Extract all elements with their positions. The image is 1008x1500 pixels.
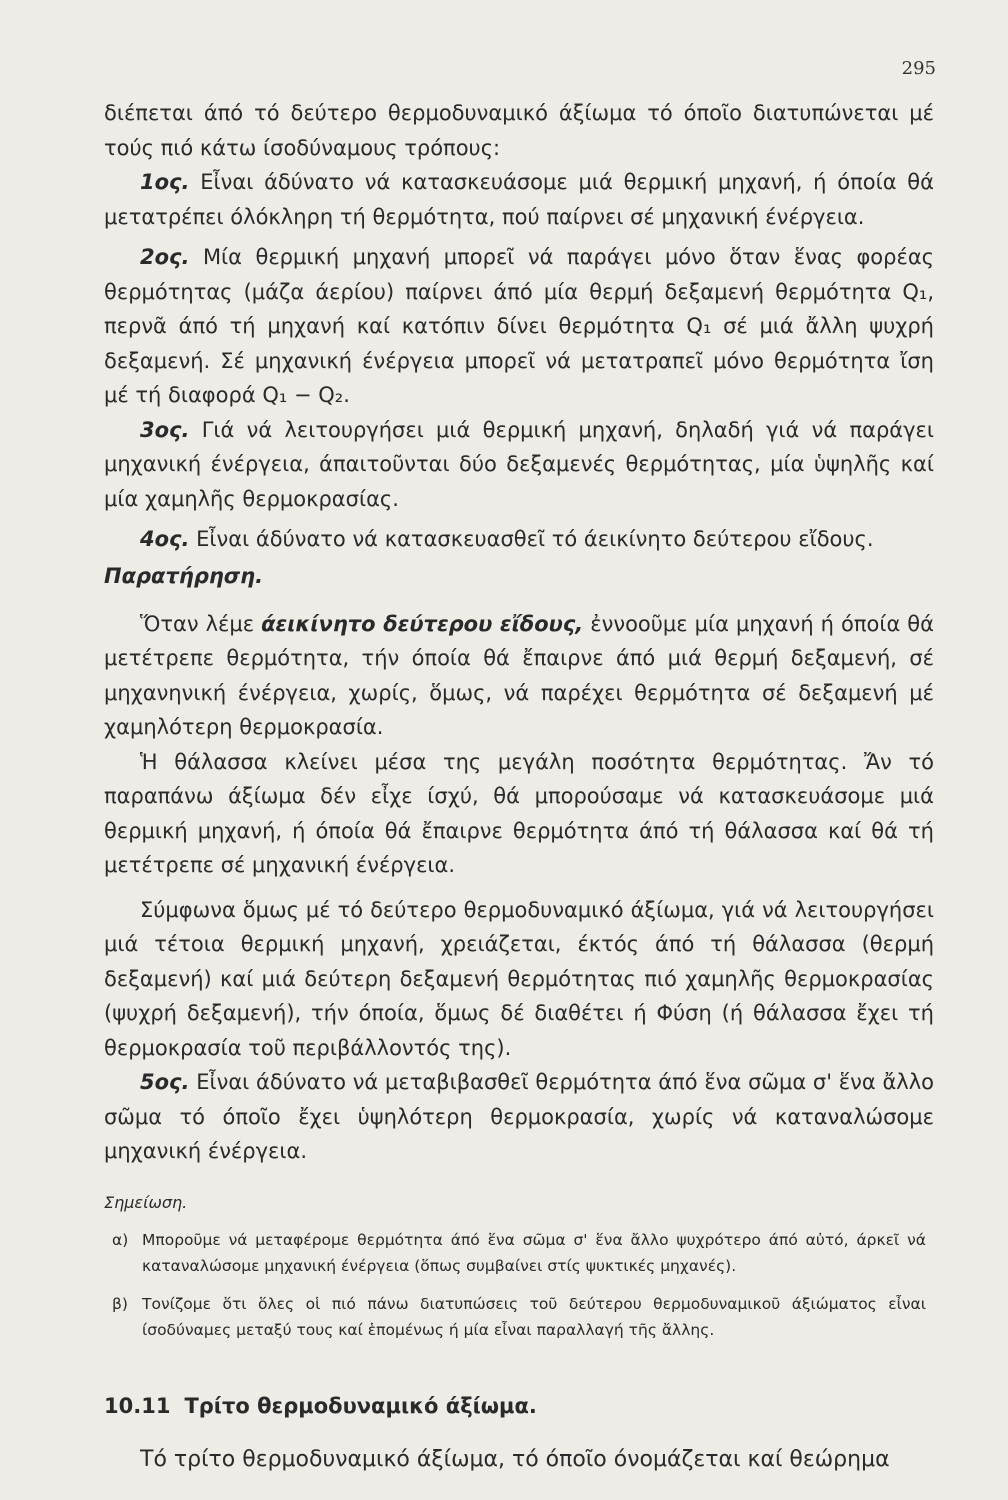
remark-p1-rest: ἐννοοῦμε μία μηχανή ή όποία θά μετέτρεπε θερμότητα, τήν όποία θά ἔπαιρνε άπό μιά θερμή δεξαμενή, σέ μηχανηνική ένέργεια, χωρίς, ὅμως, νά παρέχει θερμότητα σέ δεξαμενή μέ χαμηλότερη θερμοκρασία. [104,611,934,739]
note-item-a [104,1227,934,1279]
axiom-3-label: 3ος. [140,417,190,442]
section-number: 10.11 [104,1393,171,1418]
intro-paragraph: διέπεται άπό τό δεύτερο θερμοδυναμικό άξίωμα τό όποῖο διατυπώνεται μέ τούς πιό κάτω ίσοδύναμους τρόπους: [104,101,934,160]
axiom-4-label: 4ος. [140,527,190,551]
axiom-3-text: Γιά νά λειτουργήσει μιά θερμική μηχανή, δηλαδή γιά νά παράγει μηχανική ένέργεια, άπαιτοῦνται δύο δεξαμενές θερμότητας, μία ὑψηλῆς καί μία χαμηλῆς θερμοκρασίας. [104,417,934,511]
axiom-2-text: Μία θερμική μηχανή μπορεῖ νά παράγει μόνο ὅταν ἕνας φορέας θερμότητας (μάζα άερίου) παίρνει άπό μία θερμή δεξαμενή θερμότητα Q₁, περνᾶ άπό τή μηχανή καί κατόπιν δίνει θερμότητα Q₁ σέ μιά ἄλλη ψυχρή δεξαμενή. Σέ μηχανική ένέργεια μπορεῖ νά μετατραπεῖ μόνο θερμότητα ἴση μέ τή διαφορά Q₁ − Q₂. [104,245,934,407]
axiom-4 [104,522,934,557]
note-a-text: Μποροῦμε νά μεταφέρομε θερμότητα άπό ἕνα σῶμα σ' ἕνα ἄλλο ψυχρότερο άπό αὐτό, άρκεῖ νά καταναλώσομε μηχανική ένέργεια (ὅπως συμβαίνει στίς ψυκτικές μηχανές). [142,1230,926,1275]
note-a-marker: α) [112,1230,129,1249]
section-title: Τρίτο θερμοδυναμικό άξίωμα. [184,1393,537,1418]
section-heading [104,1389,934,1423]
axiom-5 [104,1065,934,1169]
axiom-2-label: 2ος. [140,245,190,269]
remark-paragraph-2: Ἡ θάλασσα κλείνει μέσα της μεγάλη ποσότητα θερμότητας. Ἄν τό παραπάνω άξίωμα δέν εἶχε ίσχύ, θά μπορούσαμε νά κατασκευάσομε μιά θερμική μηχανή, ή όποία θά ἔπαιρνε θερμότητα άπό τή θάλασσα καί θά τή μετέτρεπε σέ μηχανική ένέργεια. [104,749,934,877]
axiom-1-text: Εἶναι άδύνατο νά κατασκευάσομε μιά θερμική μηχανή, ή όποία θά μετατρέπει όλόκληρη τή θερμότητα, πού παίρνει σέ μηχανική ένέργεια. [104,170,934,229]
remark-p1-start: Ὅταν λέμε [140,611,262,636]
axiom-5-text: Εἶναι άδύνατο νά μεταβιβασθεῖ θερμότητα άπό ἕνα σῶμα σ' ἕνα ἄλλο σῶμα τό όποῖο ἔχει ὑψηλότερη θερμοκρασία, χωρίς νά καταναλώσομε μηχανική ένέργεια. [104,1070,934,1163]
axiom-1-label: 1ος. [140,170,190,194]
note-item-b [104,1291,934,1343]
remark-paragraph-3: Σύμφωνα ὅμως μέ τό δεύτερο θερμοδυναμικό άξίωμα, γιά νά λειτουργήσει μιά τέτοια θερμική μηχανή, χρειάζεται, έκτός άπό τή θάλασσα (θερμή δεξαμενή) καί μιά δεύτερη δεξαμενή θερμότητας πιό χαμηλῆς θερμοκρασίας (ψυχρή δεξαμενή), τήν όποία, ὅμως δέ διαθέτει ή Φύση (ή θάλασσα ἔχει τή θερμοκρασία τοῦ περιβάλλοντός της). [104,897,934,1060]
remark-paragraph-1 [104,607,934,745]
note-b-text: Τονίζομε ὅτι ὅλες οἱ πιό πάνω διατυπώσεις τοῦ δεύτερου θερμοδυναμικοῦ άξιώματος εἶναι ίσοδύναμες μεταξύ τους καί ἑπομένως ή μία εἶναι παραλλαγή τῆς ἄλλης. [142,1294,926,1339]
axiom-3 [104,413,934,517]
axiom-2 [104,240,934,413]
axiom-1 [104,165,934,234]
page-number: 295 [901,58,936,79]
remark-p1-term: άεικίνητο δεύτερου εἴδους, [261,611,584,636]
section-first-line: Τό τρίτο θερμοδυναμικό άξίωμα, τό όποῖο όνομάζεται καί θεώρημα [140,1446,890,1472]
page-content [104,96,934,1477]
axiom-4-text: Εἶναι άδύνατο νά κατασκευασθεῖ τό άεικίνητο δεύτερου εἴδους. [189,527,874,551]
note-b-marker: β) [112,1294,128,1313]
axiom-5-label: 5ος. [140,1070,190,1094]
note-heading: Σημείωση. [104,1192,188,1212]
remark-heading: Παρατήρηση. [104,563,264,588]
